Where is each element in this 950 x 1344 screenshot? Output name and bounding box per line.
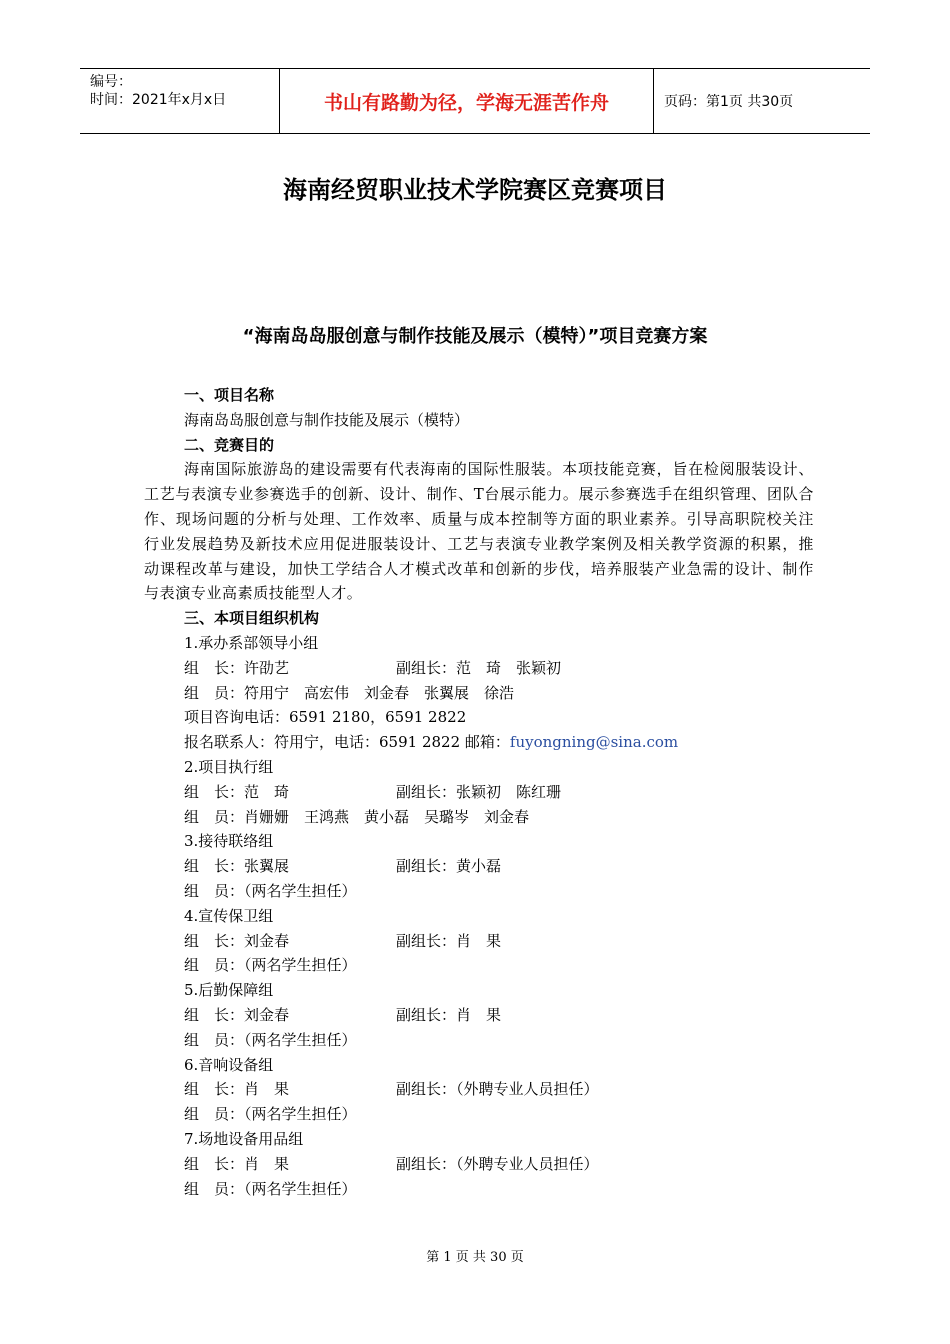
email-link[interactable]: fuyongning@sina.com xyxy=(509,733,679,752)
group-title-7: 7.场地设备用品组 xyxy=(184,1129,304,1148)
group-title-3: 3.接待联络组 xyxy=(184,832,274,851)
group-members-3: 组 员：（两名学生担任） xyxy=(184,881,357,900)
contact-info: 报名联系人：符用宁，电话：6591 2822 邮箱： xyxy=(184,733,510,752)
group-leader-2: 组 长：范 琦 xyxy=(184,782,290,801)
group-deputy-6: 副组长：（外聘专业人员担任） xyxy=(396,1080,599,1099)
group-title-4: 4.宣传保卫组 xyxy=(184,906,274,925)
group-leader-row-6 xyxy=(144,1077,814,1102)
document-body xyxy=(144,383,814,1201)
header-meta xyxy=(80,69,280,133)
group-deputy-4: 副组长：肖 果 xyxy=(396,931,502,950)
number-label: 编号： xyxy=(90,74,132,90)
page-footer: 第 1 页 共 30 页 xyxy=(426,1250,524,1265)
time-label: 时间：2021年x月x日 xyxy=(90,92,227,108)
document-title: 海南经贸职业技术学院赛区竞赛项目 xyxy=(283,176,667,204)
group-leader-row-7 xyxy=(144,1152,814,1177)
group-members-6: 组 员：（两名学生担任） xyxy=(184,1105,357,1124)
group-deputy-5: 副组长：肖 果 xyxy=(396,1005,502,1024)
group-deputy-7: 副组长：（外聘专业人员担任） xyxy=(396,1154,599,1173)
header-motto: 书山有路勤为径，学海无涯苦作舟 xyxy=(280,69,654,133)
section-heading-1: 一、项目名称 xyxy=(184,386,275,404)
group-title-2: 2.项目执行组 xyxy=(184,757,274,776)
group-members-4: 组 员：（两名学生担任） xyxy=(184,956,357,975)
group-title-5: 5.后勤保障组 xyxy=(184,981,274,1000)
group-leader-4: 组 长：刘金春 xyxy=(184,931,290,950)
group-title-6: 6.音响设备组 xyxy=(184,1055,274,1074)
section-text-1: 海南岛岛服创意与制作技能及展示（模特） xyxy=(184,410,470,429)
group-leader-row-3 xyxy=(144,854,814,879)
group-deputy-3: 副组长：黄小磊 xyxy=(396,857,502,876)
group-leader-1: 组 长：许劭艺 xyxy=(184,658,290,677)
group-members-2: 组 员：肖姗姗 王鸿燕 黄小磊 吴璐岑 刘金春 xyxy=(184,807,530,826)
document-subtitle: “海南岛岛服创意与制作技能及展示（模特）”项目竞赛方案 xyxy=(242,326,708,347)
group-members-7: 组 员：（两名学生担任） xyxy=(184,1179,357,1198)
group-title-1: 1.承办系部领导小组 xyxy=(184,633,319,652)
group-deputy-1: 副组长：范 琦 张颖初 xyxy=(396,658,562,677)
group-members-5: 组 员：（两名学生担任） xyxy=(184,1030,357,1049)
group-members-1: 组 员：符用宁 高宏伟 刘金春 张翼展 徐浩 xyxy=(184,683,515,702)
page-header xyxy=(80,68,870,134)
group-leader-7: 组 长：肖 果 xyxy=(184,1154,290,1173)
group-leader-3: 组 长：张翼展 xyxy=(184,857,290,876)
group-leader-row-1 xyxy=(144,656,814,681)
group-leader-5: 组 长：刘金春 xyxy=(184,1005,290,1024)
contact-row xyxy=(144,730,814,755)
project-phone: 项目咨询电话：6591 2180，6591 2822 xyxy=(184,708,467,727)
section-paragraph-2: 海南国际旅游岛的建设需要有代表海南的国际性服装。本项技能竞赛，旨在检阅服装设计、工艺与表演专业参赛选手的创新、设计、制作、T台展示能力。展示参赛选手在组织管理、团队合作、现场问题的分析与处理、工作效率、质量与成本控制等方面的职业素养。引导高职院校关注行业发展趋势及新技术应用促进服装设计、工艺与表演专业教学案例及相关教学资源的积累，推动课程改革与建设，加快工学结合人才模式改革和创新的步伐，培养服装产业急需的设计、制作与表演专业高素质技能型人才。 xyxy=(144,460,814,603)
group-leader-row-2 xyxy=(144,780,814,805)
group-leader-6: 组 长：肖 果 xyxy=(184,1080,290,1099)
section-heading-3: 三、本项目组织机构 xyxy=(184,609,320,628)
group-deputy-2: 副组长：张颖初 陈红珊 xyxy=(396,782,562,801)
header-page-label: 页码：第1页 共30页 xyxy=(664,94,794,110)
group-leader-row-5 xyxy=(144,1003,814,1028)
section-heading-2: 二、竞赛目的 xyxy=(184,435,275,454)
group-leader-row-4 xyxy=(144,929,814,954)
